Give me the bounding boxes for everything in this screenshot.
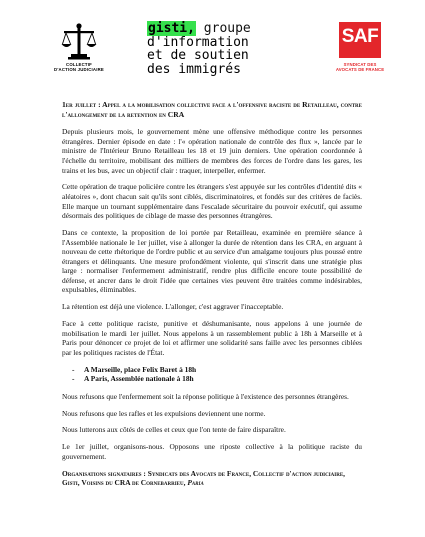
paragraph: Nous lutterons aux côtés de celles et ceux que l'on tente de faire disparaître.: [62, 425, 286, 435]
gisti-logo-line4: des immigrés: [147, 61, 241, 77]
saf-logo-mark: SAF: [341, 26, 379, 47]
signatories-last: Paria: [187, 478, 204, 488]
document-title: 1er juillet : Appel a la mobilisation collective face a l'offensive raciste de Retailleau, contre l'allongement de la retention en CRA: [62, 100, 362, 119]
rally-location-marseille: - A Marseille, place Felix Baret à 18h: [62, 365, 362, 375]
saf-logo-line1: SYNDICAT DES: [343, 62, 377, 67]
gisti-logo-line3: et de soutien: [147, 48, 249, 63]
paragraph: Nous refusons que l'enfermement soit la réponse politique à l'existence des personnes étrangères.: [62, 391, 349, 401]
gisti-logo-line1: [147, 22, 251, 35]
caj-logo-line2: D'ACTION JUDICIAIRE: [54, 67, 104, 72]
paragraph: Le 1er juillet, organisons-nous. Opposons une riposte collective à la politique raciste du gouvernement.: [62, 442, 362, 461]
document-body: [62, 100, 362, 495]
signatories: [62, 469, 362, 488]
gisti-logo: [147, 22, 297, 78]
gisti-logo-line1-rest: groupe: [195, 21, 251, 36]
paragraph: Cette opération de traque policière contre les étrangers s'est appuyée sur les contrôles d'identité dits « aléatoires », dont chacun sait qu'ils sont ciblés, discriminatoires, et fondés sur des critères de faciès. Elle marque un tournant supplémentaire dans l'escalade sécuritaire du pouvoir exécutif, qui assume désormais des politiques de ciblage de masse des personnes étrangères.: [62, 182, 362, 221]
paragraph: Nous refusons que les rafles et les expulsions deviennent une norme.: [62, 408, 266, 418]
gisti-logo-word: gisti,: [148, 21, 195, 36]
signatories-list: Organisations signataires : Syndicats des Avocats de France, Collectif d'action judiciaire, Gisti, Voisins du CRA de Cornebarrieu,: [62, 468, 346, 488]
rally-location-paris: - A Paris, Assemblée nationale à 18h: [62, 374, 362, 384]
paragraph: Face à cette politique raciste, punitive et déshumanisante, nous appelons à une journée de mobilisation le mardi 1er juillet. Nous appelons à un rassemblement public à 18h à Marseille et à Paris pour dénoncer ce projet de loi et affirmer une solidarité sans faille avec les personnes ciblées par les politiques racistes de l'État.: [62, 319, 362, 357]
paragraph: Depuis plusieurs mois, le gouvernement mène une offensive méthodique contre les personnes étrangères. Dernier épisode en date : l'« opération nationale de contrôle des flux », lancée par le ministre de l'Intérieur Bruno Retailleau les 18 et 19 juin derniers. Une opération coordonnée à l'échelle du territoire, mobilisant des milliers de membres des forces de l'ordre dans les gares, les trains et les bus, avec un objectif clair : traquer, interpeller, enfermer.: [62, 127, 362, 175]
saf-logo-box: [339, 22, 381, 58]
caj-logo-line1: COLLECTIF: [66, 62, 92, 67]
scales-of-justice-icon: [61, 22, 97, 60]
saf-logo: [335, 22, 385, 76]
saf-logo-line2: AVOCATS DE FRANCE: [335, 67, 385, 72]
collectif-action-judiciaire-logo: [47, 22, 111, 72]
paragraph: Dans ce contexte, la proposition de loi portée par Retailleau, examinée en première séance à l'Assemblée nationale le 1er juillet, vise à allonger la durée de rétention dans les CRA, en arguant à nouveau de cette rhétorique de l'ordre public et au service d'un amalgame toujours plus poussé entre étrangers et délinquants. Une mesure profondément violente, qui s'inscrit dans une stratégie plus large : normaliser l'enfermement administratif, rendre plus difficile encore toute possibilité de défense, et ancrer dans le droit l'idée que certaines vies peuvent être traitées comme indésirables, expulsables, éliminables.: [62, 227, 362, 295]
rally-locations-list: [62, 365, 362, 384]
paragraph: La rétention est déjà une violence. L'allonger, c'est aggraver l'inacceptable.: [62, 302, 284, 312]
gisti-logo-line2: d'information: [147, 34, 249, 50]
